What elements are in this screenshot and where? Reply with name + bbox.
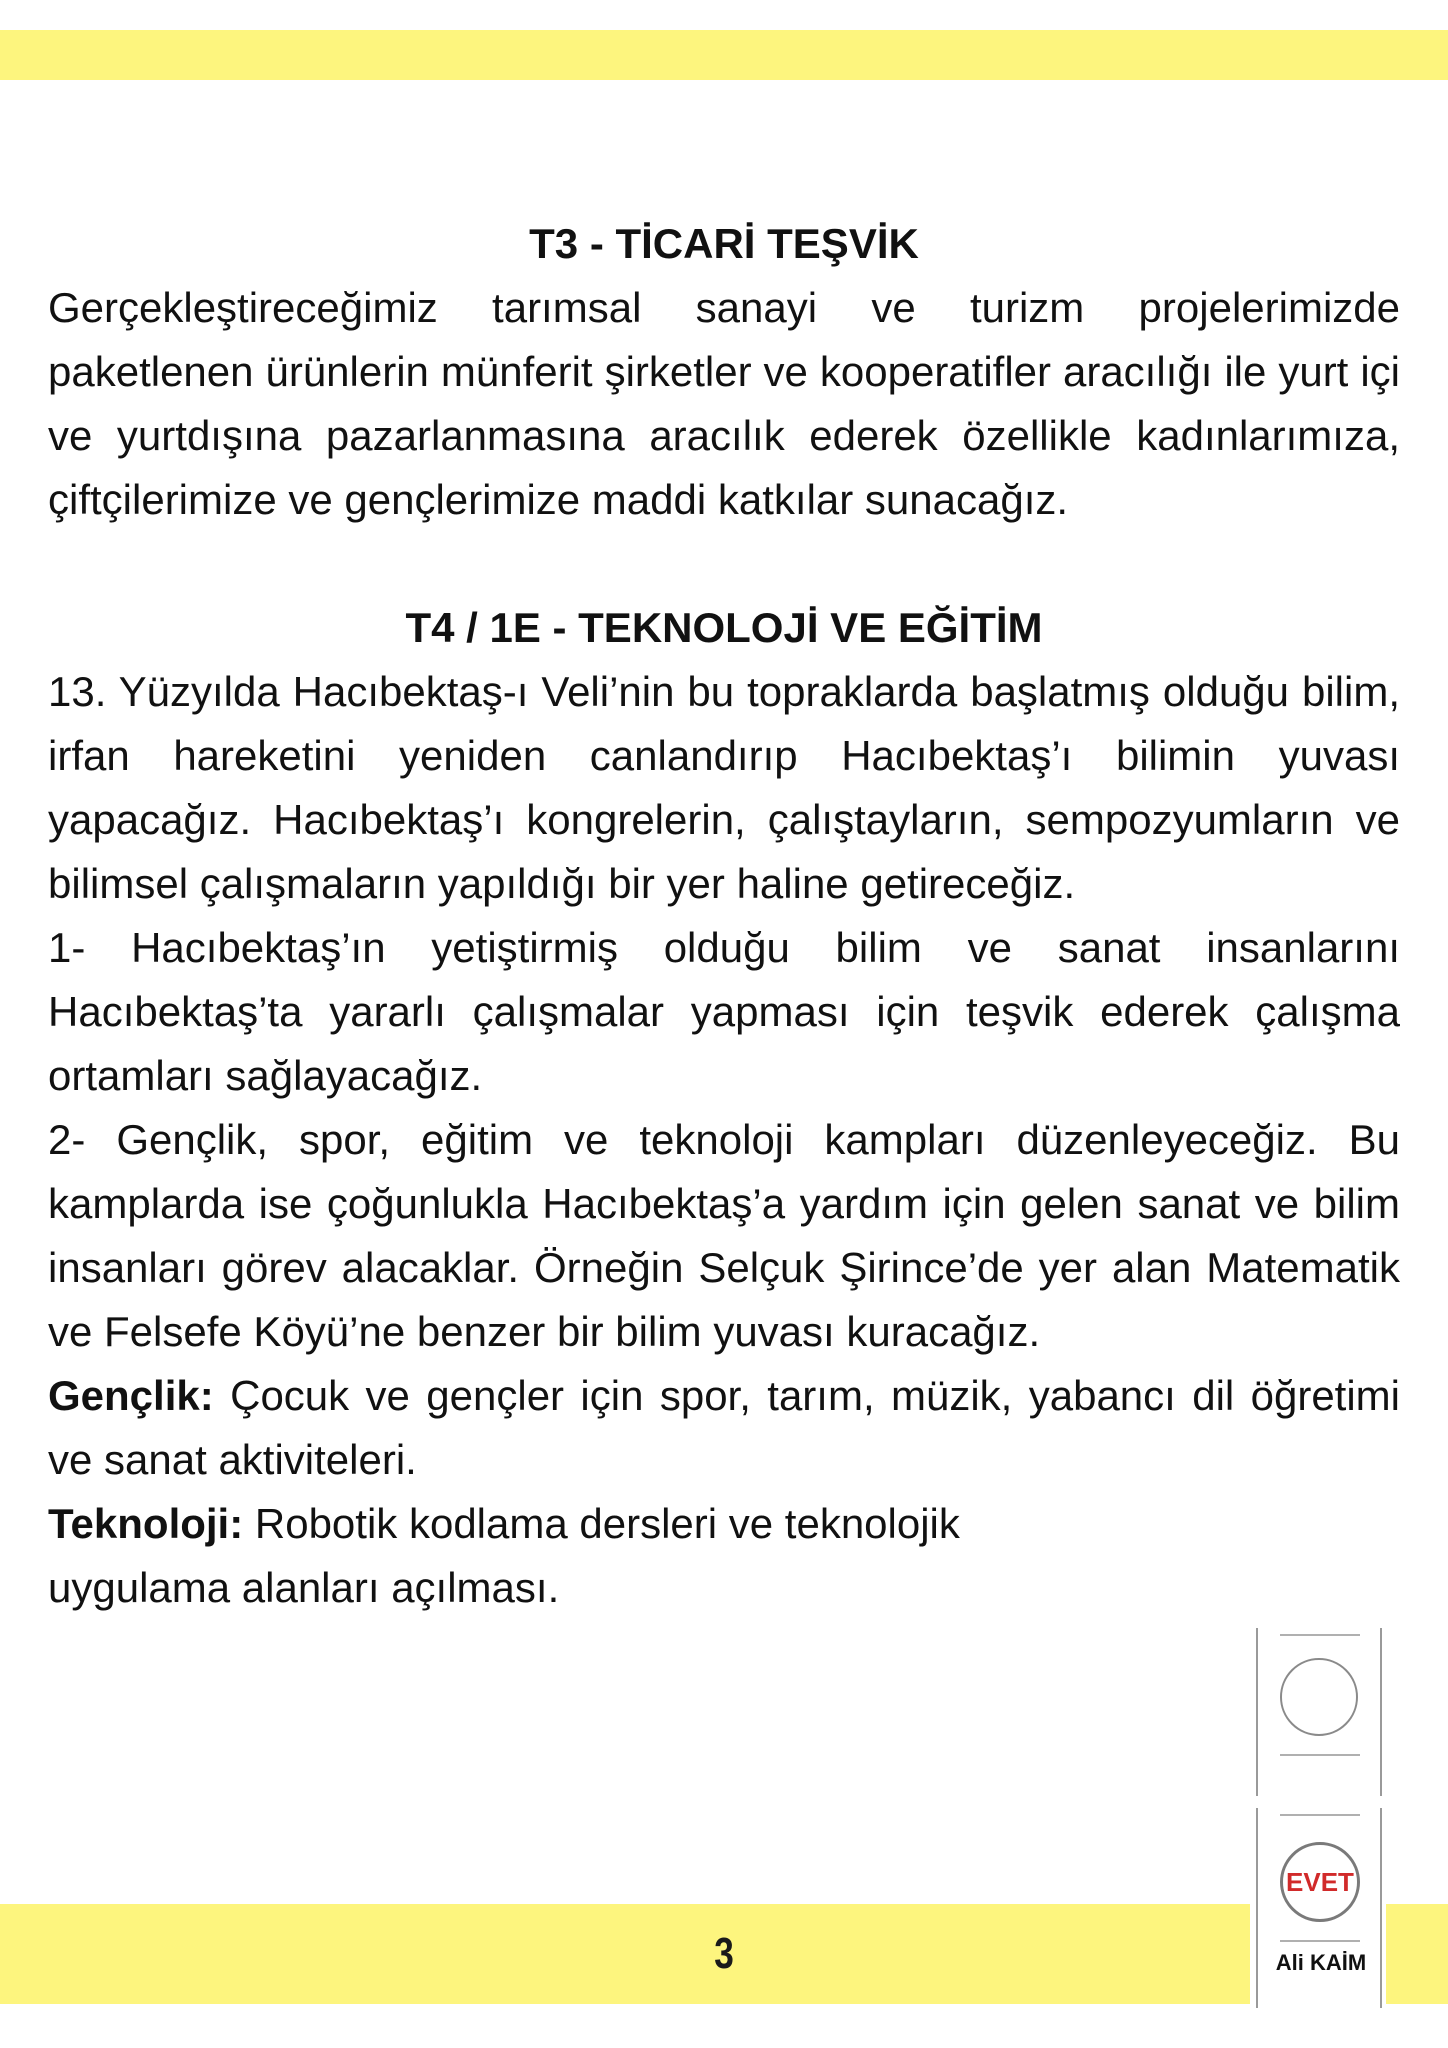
ballot-illustration xyxy=(1250,1628,1386,2018)
teknoloji-label: Teknoloji: xyxy=(48,1500,244,1547)
ballot-divider xyxy=(1280,1940,1360,1942)
ballot-candidate-name: Ali KAİM xyxy=(1275,1950,1367,1975)
section-t3-heading: T3 - TİCARİ TEŞVİK xyxy=(529,220,919,267)
section-t3-paragraph: Gerçekleştireceğimiz tarımsal sanayi ve turizm projelerimizde paketlenen ürünlerin münferit şirketler ve kooperatifler aracılığı ile yurt içi ve yurtdışına pazarlanmasına aracılık ederek özellikle kadınlarımıza, çiftçilerimize ve gençlerimize maddi katkılar sunacağız. xyxy=(48,284,1400,523)
ballot-empty-box xyxy=(1256,1628,1382,1796)
ballot-divider xyxy=(1280,1814,1360,1816)
genclik-text: Çocuk ve gençler için spor, tarım, müzik, yabancı dil öğretimi ve sanat aktiviteleri. xyxy=(48,1372,1400,1483)
section-t4-intro: 13. Yüzyılda Hacıbektaş-ı Veli’nin bu topraklarda başlatmış olduğu bilim, irfan hareketini yeniden canlandırıp Hacıbektaş’ı bilimin yuvası yapacağız. Hacıbektaş’ı kongrelerin, çalıştayların, sempozyumların ve bilimsel çalışmaların yapıldığı bir yer haline getireceğiz. xyxy=(48,668,1400,907)
document-body xyxy=(48,212,1400,1620)
evet-stamp-icon: EVET xyxy=(1280,1842,1360,1922)
section-t4-item-1: 1- Hacıbektaş’ın yetiştirmiş olduğu bilim ve sanat insanlarını Hacıbektaş’ta yararlı çalışmalar yapması için teşvik ederek çalışma ortamları sağlayacağız. xyxy=(48,924,1400,1099)
teknoloji-paragraph xyxy=(48,1492,1400,1620)
section-t4-heading: T4 / 1E - TEKNOLOJİ VE EĞİTİM xyxy=(405,604,1043,651)
section-gap xyxy=(48,532,1400,596)
ballot-evet-box xyxy=(1256,1808,1382,2008)
genclik-label: Gençlik: xyxy=(48,1372,214,1419)
teknoloji-text-line-2: uygulama alanları açılması. xyxy=(48,1564,560,1611)
teknoloji-text-line-1: Robotik kodlama dersleri ve teknolojik xyxy=(243,1500,960,1547)
empty-circle-icon xyxy=(1280,1658,1358,1736)
section-t4-item-2: 2- Gençlik, spor, eğitim ve teknoloji kampları düzenleyeceğiz. Bu kamplarda ise çoğunlukla Hacıbektaş’a yardım için gelen sanat ve bilim insanları görev alacaklar. Örneğin Selçuk Şirince’de yer alan Matematik ve Felsefe Köyü’ne benzer bir bilim yuvası kuracağız. xyxy=(48,1116,1400,1355)
top-accent-band xyxy=(0,30,1448,80)
genclik-paragraph xyxy=(48,1364,1400,1492)
page-number: 3 xyxy=(714,1929,734,1978)
ballot-divider xyxy=(1280,1754,1360,1756)
ballot-divider xyxy=(1280,1634,1360,1636)
